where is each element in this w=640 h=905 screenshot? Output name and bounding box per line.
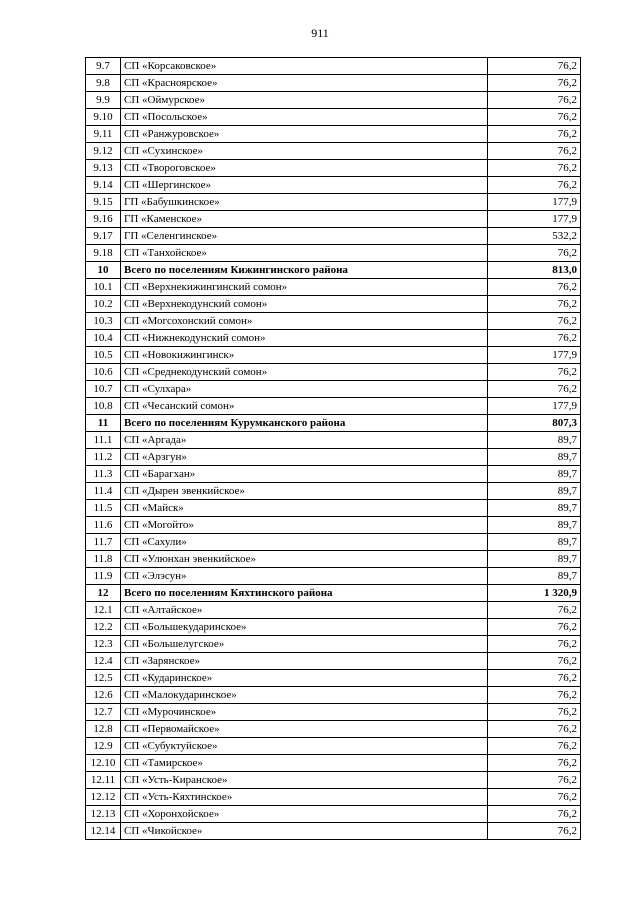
table-row: [86, 245, 581, 262]
row-number-cell: 9.9: [86, 92, 121, 109]
row-number-cell: 12.5: [86, 670, 121, 687]
settlement-name-cell: СП «Сахули»: [121, 534, 488, 551]
amount-cell: 89,7: [488, 483, 581, 500]
amount-cell: 813,0: [488, 262, 581, 279]
row-number-cell: 11.4: [86, 483, 121, 500]
table-row: [86, 517, 581, 534]
table-row: [86, 211, 581, 228]
settlement-name-cell: СП «Первомайское»: [121, 721, 488, 738]
amount-cell: 89,7: [488, 432, 581, 449]
amount-cell: 76,2: [488, 636, 581, 653]
row-number-cell: 11.9: [86, 568, 121, 585]
amount-cell: 76,2: [488, 789, 581, 806]
settlement-name-cell: СП «Барагхан»: [121, 466, 488, 483]
table-row: [86, 670, 581, 687]
table-row: [86, 772, 581, 789]
row-number-cell: 9.8: [86, 75, 121, 92]
settlement-name-cell: СП «Мурочинское»: [121, 704, 488, 721]
settlement-name-cell: СП «Малокударинское»: [121, 687, 488, 704]
row-number-cell: 11.8: [86, 551, 121, 568]
row-number-cell: 11.5: [86, 500, 121, 517]
table-row-total: [86, 262, 581, 279]
table-row: [86, 313, 581, 330]
table-row: [86, 534, 581, 551]
table-row: [86, 296, 581, 313]
settlement-name-cell: СП «Алтайское»: [121, 602, 488, 619]
table-row: [86, 619, 581, 636]
table-row: [86, 449, 581, 466]
table-row: [86, 789, 581, 806]
row-number-cell: 11.6: [86, 517, 121, 534]
settlement-name-cell: СП «Чесанский сомон»: [121, 398, 488, 415]
table-row: [86, 721, 581, 738]
settlement-name-cell: Всего по поселениям Курумканского района: [121, 415, 488, 432]
table-row: [86, 58, 581, 75]
settlement-name-cell: СП «Тамирское»: [121, 755, 488, 772]
amount-cell: 89,7: [488, 500, 581, 517]
settlement-name-cell: СП «Верхнекодунский сомон»: [121, 296, 488, 313]
amount-cell: 89,7: [488, 449, 581, 466]
table-row: [86, 381, 581, 398]
table-row: [86, 143, 581, 160]
settlement-name-cell: СП «Корсаковское»: [121, 58, 488, 75]
amount-cell: 76,2: [488, 58, 581, 75]
settlement-name-cell: СП «Субуктуйское»: [121, 738, 488, 755]
table-row-total: [86, 585, 581, 602]
amount-cell: 76,2: [488, 330, 581, 347]
amount-cell: 76,2: [488, 704, 581, 721]
row-number-cell: 10.4: [86, 330, 121, 347]
table-row: [86, 92, 581, 109]
settlement-name-cell: СП «Большелугское»: [121, 636, 488, 653]
table-row: [86, 194, 581, 211]
settlement-name-cell: СП «Нижнекодунский сомон»: [121, 330, 488, 347]
settlement-name-cell: СП «Оймурское»: [121, 92, 488, 109]
amount-cell: 89,7: [488, 466, 581, 483]
amount-cell: 76,2: [488, 109, 581, 126]
row-number-cell: 12.7: [86, 704, 121, 721]
row-number-cell: 12.14: [86, 823, 121, 840]
amount-cell: 76,2: [488, 143, 581, 160]
table-row: [86, 160, 581, 177]
table-row: [86, 738, 581, 755]
settlement-name-cell: СП «Большекударинское»: [121, 619, 488, 636]
settlement-name-cell: СП «Сулхара»: [121, 381, 488, 398]
row-number-cell: 9.10: [86, 109, 121, 126]
amount-cell: 76,2: [488, 721, 581, 738]
row-number-cell: 10: [86, 262, 121, 279]
settlement-name-cell: СП «Посольское»: [121, 109, 488, 126]
row-number-cell: 9.14: [86, 177, 121, 194]
row-number-cell: 12.8: [86, 721, 121, 738]
settlement-name-cell: СП «Кударинское»: [121, 670, 488, 687]
row-number-cell: 10.6: [86, 364, 121, 381]
settlement-name-cell: СП «Хоронхойское»: [121, 806, 488, 823]
table-row: [86, 228, 581, 245]
amount-cell: 76,2: [488, 823, 581, 840]
settlement-name-cell: СП «Ранжуровское»: [121, 126, 488, 143]
row-number-cell: 9.11: [86, 126, 121, 143]
table-row: [86, 806, 581, 823]
row-number-cell: 12.4: [86, 653, 121, 670]
table-body: [86, 58, 581, 840]
settlement-name-cell: СП «Дырен эвенкийское»: [121, 483, 488, 500]
row-number-cell: 12.10: [86, 755, 121, 772]
amount-cell: 76,2: [488, 602, 581, 619]
settlement-name-cell: СП «Сухинское»: [121, 143, 488, 160]
table-row: [86, 500, 581, 517]
table-row: [86, 364, 581, 381]
table-row: [86, 755, 581, 772]
amount-cell: 1 320,9: [488, 585, 581, 602]
amount-cell: 76,2: [488, 92, 581, 109]
row-number-cell: 10.8: [86, 398, 121, 415]
amount-cell: 76,2: [488, 806, 581, 823]
row-number-cell: 12.3: [86, 636, 121, 653]
row-number-cell: 10.1: [86, 279, 121, 296]
table-row: [86, 126, 581, 143]
table-row: [86, 466, 581, 483]
settlement-name-cell: СП «Аргада»: [121, 432, 488, 449]
amount-cell: 76,2: [488, 687, 581, 704]
row-number-cell: 9.16: [86, 211, 121, 228]
amount-cell: 76,2: [488, 619, 581, 636]
table-row: [86, 636, 581, 653]
table-row-total: [86, 415, 581, 432]
row-number-cell: 11: [86, 415, 121, 432]
amount-cell: 89,7: [488, 534, 581, 551]
row-number-cell: 12.6: [86, 687, 121, 704]
row-number-cell: 11.2: [86, 449, 121, 466]
table-row: [86, 75, 581, 92]
amount-cell: 177,9: [488, 347, 581, 364]
settlement-name-cell: Всего по поселениям Кяхтинского района: [121, 585, 488, 602]
amount-cell: 89,7: [488, 551, 581, 568]
amount-cell: 76,2: [488, 772, 581, 789]
table-row: [86, 551, 581, 568]
settlement-name-cell: СП «Верхнекижингинский сомон»: [121, 279, 488, 296]
amount-cell: 532,2: [488, 228, 581, 245]
amount-cell: 89,7: [488, 568, 581, 585]
row-number-cell: 11.7: [86, 534, 121, 551]
amount-cell: 76,2: [488, 364, 581, 381]
row-number-cell: 10.5: [86, 347, 121, 364]
table-row: [86, 653, 581, 670]
table-row: [86, 432, 581, 449]
amount-cell: 76,2: [488, 738, 581, 755]
table-row: [86, 568, 581, 585]
settlement-name-cell: СП «Танхойское»: [121, 245, 488, 262]
amount-cell: 76,2: [488, 296, 581, 313]
amount-cell: 177,9: [488, 398, 581, 415]
row-number-cell: 12.1: [86, 602, 121, 619]
amount-cell: 76,2: [488, 160, 581, 177]
settlement-name-cell: СП «Могойто»: [121, 517, 488, 534]
settlement-name-cell: СП «Красноярское»: [121, 75, 488, 92]
table-row: [86, 483, 581, 500]
amount-cell: 177,9: [488, 211, 581, 228]
table-row: [86, 823, 581, 840]
amount-cell: 76,2: [488, 245, 581, 262]
amount-cell: 807,3: [488, 415, 581, 432]
amount-cell: 89,7: [488, 517, 581, 534]
row-number-cell: 9.17: [86, 228, 121, 245]
page-number: 911: [311, 26, 329, 40]
settlement-name-cell: СП «Могсохонский сомон»: [121, 313, 488, 330]
settlement-name-cell: СП «Арзгун»: [121, 449, 488, 466]
row-number-cell: 12: [86, 585, 121, 602]
row-number-cell: 9.7: [86, 58, 121, 75]
settlement-name-cell: СП «Зарянское»: [121, 653, 488, 670]
amount-cell: 76,2: [488, 126, 581, 143]
table-row: [86, 109, 581, 126]
settlement-name-cell: СП «Чикойское»: [121, 823, 488, 840]
table-row: [86, 704, 581, 721]
settlement-name-cell: ГП «Селенгинское»: [121, 228, 488, 245]
amount-cell: 177,9: [488, 194, 581, 211]
settlement-name-cell: ГП «Каменское»: [121, 211, 488, 228]
settlement-name-cell: Всего по поселениям Кижингинского района: [121, 262, 488, 279]
amount-cell: 76,2: [488, 670, 581, 687]
row-number-cell: 12.9: [86, 738, 121, 755]
settlement-name-cell: СП «Шергинское»: [121, 177, 488, 194]
amount-cell: 76,2: [488, 279, 581, 296]
table-row: [86, 347, 581, 364]
table-row: [86, 398, 581, 415]
row-number-cell: 10.2: [86, 296, 121, 313]
settlement-name-cell: СП «Майск»: [121, 500, 488, 517]
row-number-cell: 9.13: [86, 160, 121, 177]
row-number-cell: 11.3: [86, 466, 121, 483]
settlement-name-cell: СП «Улюнхан эвенкийское»: [121, 551, 488, 568]
settlement-name-cell: СП «Усть-Кяхтинское»: [121, 789, 488, 806]
settlement-name-cell: ГП «Бабушкинское»: [121, 194, 488, 211]
settlement-name-cell: СП «Среднекодунский сомон»: [121, 364, 488, 381]
settlement-name-cell: СП «Новокижингинск»: [121, 347, 488, 364]
table-row: [86, 330, 581, 347]
table-row: [86, 602, 581, 619]
row-number-cell: 12.11: [86, 772, 121, 789]
table-row: [86, 177, 581, 194]
settlements-table: [85, 57, 581, 840]
row-number-cell: 12.12: [86, 789, 121, 806]
amount-cell: 76,2: [488, 755, 581, 772]
row-number-cell: 10.7: [86, 381, 121, 398]
settlement-name-cell: СП «Твороговское»: [121, 160, 488, 177]
amount-cell: 76,2: [488, 177, 581, 194]
table-row: [86, 687, 581, 704]
table-row: [86, 279, 581, 296]
row-number-cell: 11.1: [86, 432, 121, 449]
row-number-cell: 9.15: [86, 194, 121, 211]
settlement-name-cell: СП «Усть-Киранское»: [121, 772, 488, 789]
amount-cell: 76,2: [488, 653, 581, 670]
row-number-cell: 12.2: [86, 619, 121, 636]
amount-cell: 76,2: [488, 313, 581, 330]
row-number-cell: 12.13: [86, 806, 121, 823]
amount-cell: 76,2: [488, 381, 581, 398]
settlement-name-cell: СП «Элэсун»: [121, 568, 488, 585]
row-number-cell: 9.12: [86, 143, 121, 160]
row-number-cell: 9.18: [86, 245, 121, 262]
amount-cell: 76,2: [488, 75, 581, 92]
row-number-cell: 10.3: [86, 313, 121, 330]
